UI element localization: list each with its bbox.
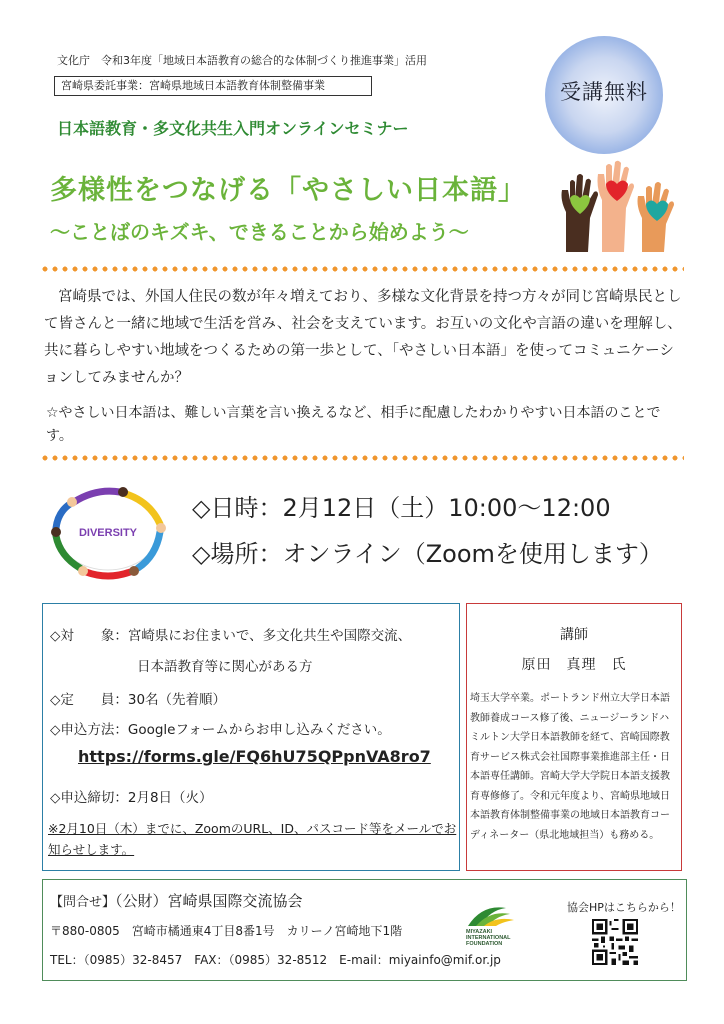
event-datetime: ◇日時：2月12日（土）10:00～12:00 bbox=[192, 494, 611, 522]
diversity-label: DIVERSITY bbox=[78, 527, 138, 539]
hp-label: 協会HPはこちらから！ bbox=[567, 901, 681, 914]
dotted-divider-bottom bbox=[40, 455, 684, 461]
info-capacity: ◇定 員：30名（先着順） bbox=[50, 692, 227, 708]
zoom-notice-text: ※2月10日（木）までに、ZoomのURL、ID、パスコード等をメールでお知らせします。 bbox=[48, 821, 457, 857]
contact-address: 〒880-0805 宮崎市橘通東4丁目8番1号 カリーノ宮崎地下1階 bbox=[50, 924, 403, 938]
info-target-cont: 日本語教育等に関心がある方 bbox=[137, 659, 313, 675]
sponsor-line: 文化庁 令和3年度「地域日本語教育の総合的な体制づくり推進事業」活用 bbox=[57, 54, 427, 67]
contact-org: （公財）宮崎県国際交流協会 bbox=[115, 892, 303, 910]
contact-title bbox=[50, 890, 303, 911]
info-deadline: ◇申込締切：2月8日（火） bbox=[50, 790, 213, 806]
qr-code-icon[interactable] bbox=[592, 919, 638, 965]
event-place: ◇場所：オンライン（Zoomを使用します） bbox=[192, 540, 663, 568]
info-target: ◇対 象：宮崎県にお住まいで、多文化共生や国際交流、 bbox=[50, 628, 412, 644]
logo-text-2: INTERNATIONAL bbox=[466, 935, 511, 941]
contact-tel-fax-email: TEL：（0985）32-8457 FAX：（0985）32-8512 E-mail：miyainfo@mif.or.jp bbox=[50, 953, 501, 967]
application-url-link[interactable]: https://forms.gle/FQ6hU75QPpnVA8ro7 bbox=[78, 747, 431, 766]
raised-hands-icon bbox=[556, 160, 684, 252]
lecturer-bio: 埼玉大学卒業。ポートランド州立大学日本語教師養成コース修了後、ニュージーランドハミルトン大学日本語教師を経て、宮崎国際教育サービス株式会社国際事業推進部主任・日本語専任講師。宮崎大学大学院日本語支援教育専修修了。令和元年度より、宮崎県地域日本語教育体制整備事業の地域日本語教育コーディネーター（県北地域担当）も務める。 bbox=[470, 693, 670, 841]
seminar-name: 日本語教育・多文化共生入門オンラインセミナー bbox=[57, 119, 409, 138]
free-badge-text: 受講無料 bbox=[560, 80, 648, 104]
page-title: 多様性をつなげる「やさしい日本語」 bbox=[50, 175, 526, 206]
intro-note: ☆やさしい日本語は、難しい言葉を言い換えるなど、相手に配慮したわかりやすい日本語のことです。 bbox=[46, 405, 661, 444]
intro-paragraph: 宮崎県では、外国人住民の数が年々増えており、多様な文化背景を持つ方々が同じ宮崎県民として皆さんと一緒に地域で生活を営み、社会を支えています。お互いの文化や言語の違いを理解し、共に暮らしやすい地域をつくるための第一歩として、「やさしい日本語」を使ってコミュニケーションしてみませんか？ bbox=[44, 289, 682, 386]
lecturer-label: 講師 bbox=[560, 627, 588, 643]
zoom-notice bbox=[48, 818, 458, 860]
logo-text-1: MIYAZAKI bbox=[466, 929, 493, 935]
dotted-divider-top bbox=[40, 266, 684, 272]
contact-label: 【問合せ】 bbox=[50, 895, 116, 910]
lecturer-name: 原田 真理 氏 bbox=[521, 657, 627, 673]
commission-box: 宮崎県委託事業：宮崎県地域日本語教育体制整備事業 bbox=[54, 76, 372, 96]
diversity-circle-icon bbox=[38, 480, 178, 584]
info-apply: ◇申込方法：Googleフォームからお申し込みください。 bbox=[50, 722, 391, 738]
page-subtitle: ～ことばのキズキ、できることから始めよう～ bbox=[50, 220, 469, 244]
logo-text-3: FOUNDATION bbox=[466, 941, 503, 946]
mif-logo-icon bbox=[462, 900, 550, 946]
